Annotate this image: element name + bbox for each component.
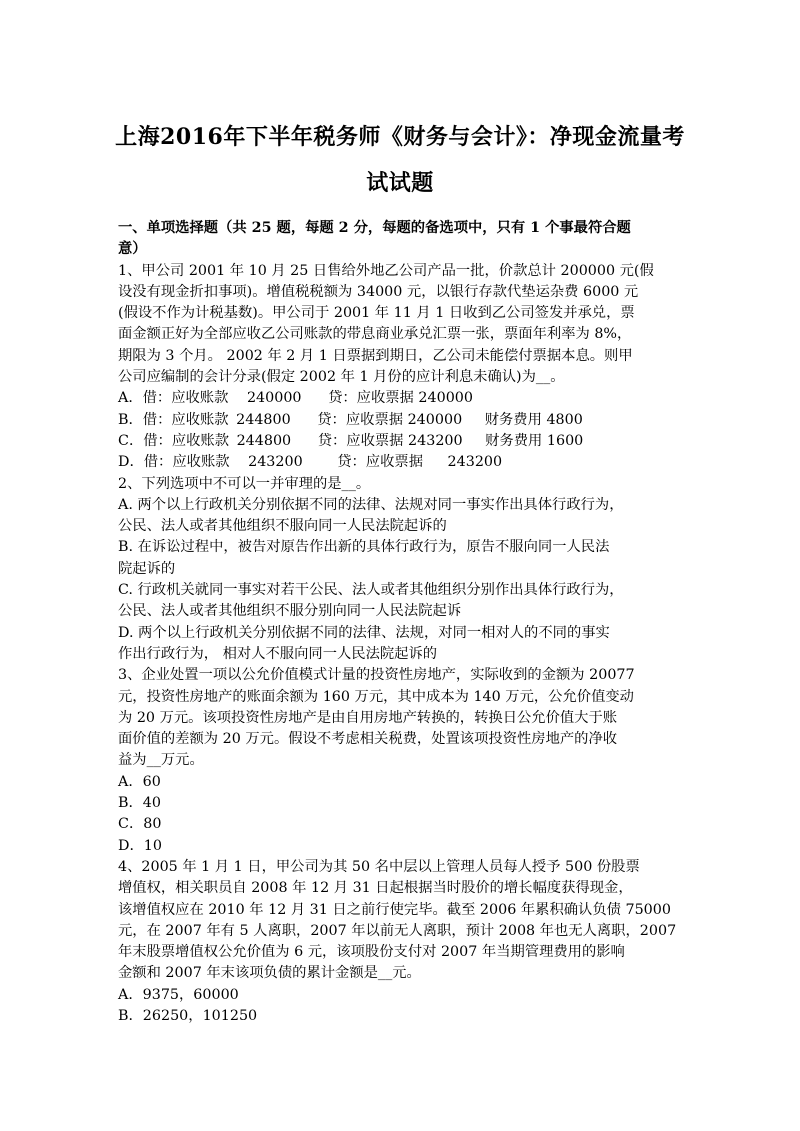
option-prefix: B．借：应收账款 (118, 411, 229, 428)
question-3 (118, 665, 683, 857)
question-text-line: 1、甲公司 2001 年 10 月 25 日售给外地乙公司产品一批，价款总计 200000 元(假 (118, 262, 654, 279)
document-title (110, 114, 690, 206)
option-d: D．10 (118, 837, 162, 854)
option-c (118, 431, 683, 452)
option-c: C．80 (118, 816, 162, 833)
option-b (118, 410, 683, 431)
question-text-line: 为 20 万元。该项投资性房地产是由自用房地产转换的，转换日公允价值大于账 (118, 709, 618, 726)
option-line: 作出行政行为， 相对人不服向同一人民法院起诉的 (118, 645, 438, 662)
option-extra: 财务费用 4800 (484, 411, 583, 428)
question-text-line: 金额和 2007 年末该项负债的累计金额是__元。 (118, 965, 421, 982)
document-body (118, 218, 683, 1027)
option-line: B. 在诉讼过程中，被告对原告作出新的具体行政行为，原告不服向同一人民法 (118, 539, 610, 556)
question-stem: 2、下列选项中不可以一并审理的是__。 (118, 475, 371, 492)
question-text-line: 面金额正好为全部应收乙公司账款的带息商业承兑汇票一张，票面年利率为 8%， (118, 326, 632, 343)
question-text-line: 益为__万元。 (118, 752, 204, 769)
question-text-line: 期限为 3 个月。 2002 年 2 月 1 日票据到期日，乙公司未能偿付票据本息。则甲 (118, 347, 633, 364)
question-text-line: 3、企业处置一项以公允价值模式计量的投资性房地产，实际收到的金额为 20077 (118, 667, 635, 684)
option-extra: 243200 (447, 454, 503, 471)
option-a (118, 388, 683, 409)
option-b: B．26250，101250 (118, 1007, 258, 1024)
question-text-line: 公司应编制的会计分录(假定 2002 年 1 月份的应计利息未确认)为__。 (118, 369, 565, 386)
option-credit: 贷：应收票据 (337, 454, 423, 471)
option-amount: 243200 (248, 454, 303, 471)
question-text-line: 4、2005 年 1 月 1 日，甲公司为其 50 名中层以上管理人员每人授予 500 份股票 (118, 858, 640, 875)
option-line: 公民、法人或者其他组织不服分别向同一人民法院起诉 (118, 603, 462, 620)
option-prefix: C．借：应收账款 (118, 432, 230, 449)
option-extra: 财务费用 1600 (485, 432, 584, 449)
section-heading: 一、单项选择题（共 25 题，每题 2 分，每题的备选项中，只有 1 个事最符合题 (118, 220, 631, 236)
option-a: A．9375，60000 (118, 986, 239, 1003)
question-text-line: (假设不作为计税基数)。甲公司于 2001 年 11 月 1 日收到乙公司签发并承兑，票 (118, 305, 635, 322)
option-line: 院起诉的 (118, 560, 176, 577)
option-d (118, 452, 683, 473)
question-2 (118, 474, 683, 666)
question-text-line: 元，投资性房地产的账面余额为 160 万元，其中成本为 140 万元，公允价值变动 (118, 688, 634, 705)
option-line: A. 两个以上行政机关分别依据不同的法律、法规对同一事实作出具体行政行为， (118, 496, 624, 513)
question-text-line: 该增值权应在 2010 年 12 月 31 日之前行使完毕。截至 2006 年累积确认负债 75000 (118, 901, 671, 918)
option-line: 公民、法人或者其他组织不服向同一人民法院起诉的 (118, 518, 447, 535)
option-prefix: D．借：应收账款 (118, 454, 230, 471)
option-credit: 贷：应收票据 240000 (317, 411, 463, 428)
question-text-line: 设没有现金折扣事项)。增值税税额为 34000 元，以银行存款代垫运杂费 6000 元 (118, 283, 639, 300)
question-1 (118, 261, 683, 474)
title-line-2: 试试题 (366, 170, 434, 196)
question-text-line: 元，在 2007 年有 5 人离职，2007 年以前无人离职，预计 2008 年也无人离职，2007 (118, 922, 677, 939)
option-b: B．40 (118, 795, 161, 812)
option-amount: 240000 (246, 390, 302, 407)
question-text-line: 年末股票增值权公允价值为 6 元，该项股份支付对 2007 年当期管理费用的影响 (118, 944, 625, 961)
option-credit: 贷：应收票据 240000 (328, 390, 473, 407)
option-line: D. 两个以上行政机关分别依据不同的法律、法规，对同一相对人的不同的事实 (118, 624, 610, 641)
option-credit: 贷：应收票据 243200 (317, 432, 463, 449)
question-4 (118, 857, 683, 1027)
question-text-line: 增值权，相关职员自 2008 年 12 月 31 日起根据当时股价的增长幅度获得现金， (118, 880, 633, 897)
section-heading-cont: 意） (118, 241, 147, 258)
option-line: C. 行政机关就同一事实对若干公民、法人或者其他组织分别作出具体行政行为， (118, 582, 624, 599)
option-amount: 244800 (236, 411, 291, 428)
option-a: A．60 (118, 773, 161, 790)
option-amount: 244800 (236, 432, 292, 449)
option-prefix: A．借：应收账款 (118, 390, 229, 407)
question-text-line: 面价值的差额为 20 万元。假设不考虑相关税费，处置该项投资性房地产的净收 (118, 731, 618, 748)
title-line-1: 上海2016年下半年税务师《财务与会计》：净现金流量考 (115, 124, 685, 150)
